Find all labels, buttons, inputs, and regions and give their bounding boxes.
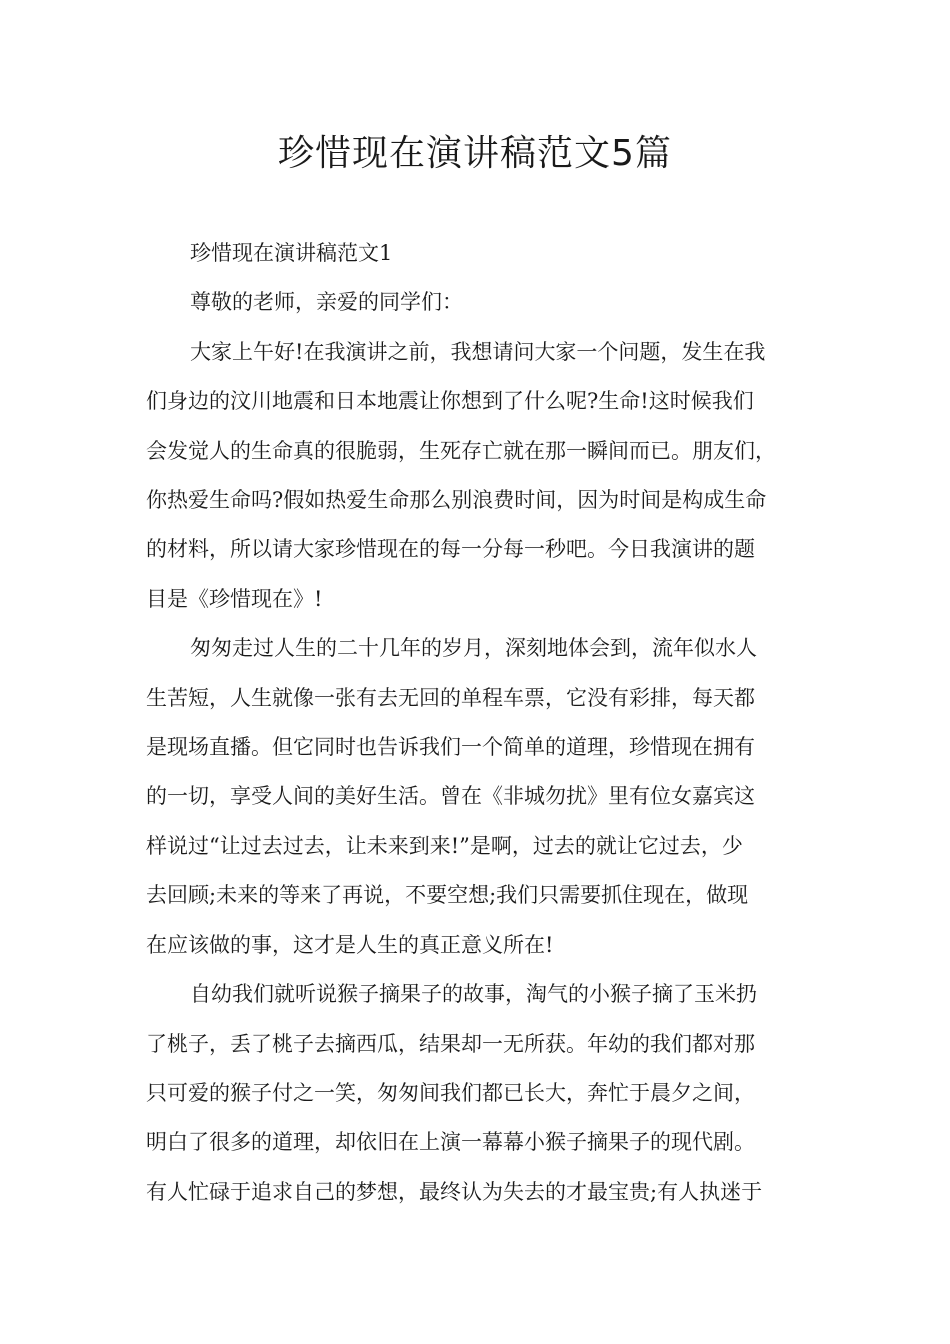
text-line: 了桃子，丢了桃子去摘西瓜，结果却一无所获。年幼的我们都对那 bbox=[146, 1031, 755, 1056]
text-line: 自幼我们就听说猴子摘果子的故事，淘气的小猴子摘了玉米扔 bbox=[190, 982, 757, 1007]
text-line: 的材料，所以请大家珍惜现在的每一分每一秒吧。今日我演讲的题 bbox=[146, 537, 755, 562]
text-line: 的一切，享受人间的美好生活。曾在《非城勿扰》里有位女嘉宾这 bbox=[146, 784, 755, 809]
text-line: 有人忙碌于追求自己的梦想，最终认为失去的才最宝贵;有人执迷于 bbox=[146, 1179, 763, 1204]
paragraph-salutation bbox=[146, 278, 810, 327]
paragraph-1 bbox=[146, 328, 810, 624]
text-line: 生苦短，人生就像一张有去无回的单程车票，它没有彩排，每天都 bbox=[146, 685, 755, 710]
text-line: 目是《珍惜现在》! bbox=[146, 586, 323, 611]
text-line: 去回顾;未来的等来了再说，不要空想;我们只需要抓住现在，做现 bbox=[146, 883, 749, 908]
document-title: 珍惜现在演讲稿范文5篇 bbox=[278, 133, 672, 174]
paragraph-3 bbox=[146, 970, 810, 1217]
text-line: 会发觉人的生命真的很脆弱，生死存亡就在那一瞬间而已。朋友们， bbox=[146, 438, 776, 463]
text-line: 珍惜现在演讲稿范文1 bbox=[190, 241, 393, 265]
text-line: 你热爱生命吗?假如热爱生命那么别浪费时间，因为时间是构成生命 bbox=[146, 488, 767, 513]
text-line: 们身边的汶川地震和日本地震让你想到了什么呢?生命!这时候我们 bbox=[146, 389, 754, 414]
text-line: 在应该做的事，这才是人生的真正意义所在! bbox=[146, 932, 554, 957]
document-body bbox=[146, 229, 810, 1217]
text-line: 是现场直播。但它同时也告诉我们一个简单的道理，珍惜现在拥有 bbox=[146, 735, 755, 760]
paragraph-subtitle bbox=[146, 229, 810, 278]
text-line: 样说过“让过去过去，让未来到来!”是啊，过去的就让它过去，少 bbox=[146, 833, 743, 858]
text-line: 明白了很多的道理，却依旧在上演一幕幕小猴子摘果子的现代剧。 bbox=[146, 1130, 755, 1155]
text-line: 匆匆走过人生的二十几年的岁月，深刻地体会到，流年似水人 bbox=[190, 636, 757, 661]
text-line: 尊敬的老师，亲爱的同学们： bbox=[190, 290, 463, 315]
paragraph-2 bbox=[146, 624, 810, 970]
text-line: 大家上午好!在我演讲之前，我想请问大家一个问题，发生在我 bbox=[190, 339, 766, 364]
text-line: 只可爱的猴子付之一笑，匆匆间我们都已长大，奔忙于晨夕之间， bbox=[146, 1080, 755, 1105]
